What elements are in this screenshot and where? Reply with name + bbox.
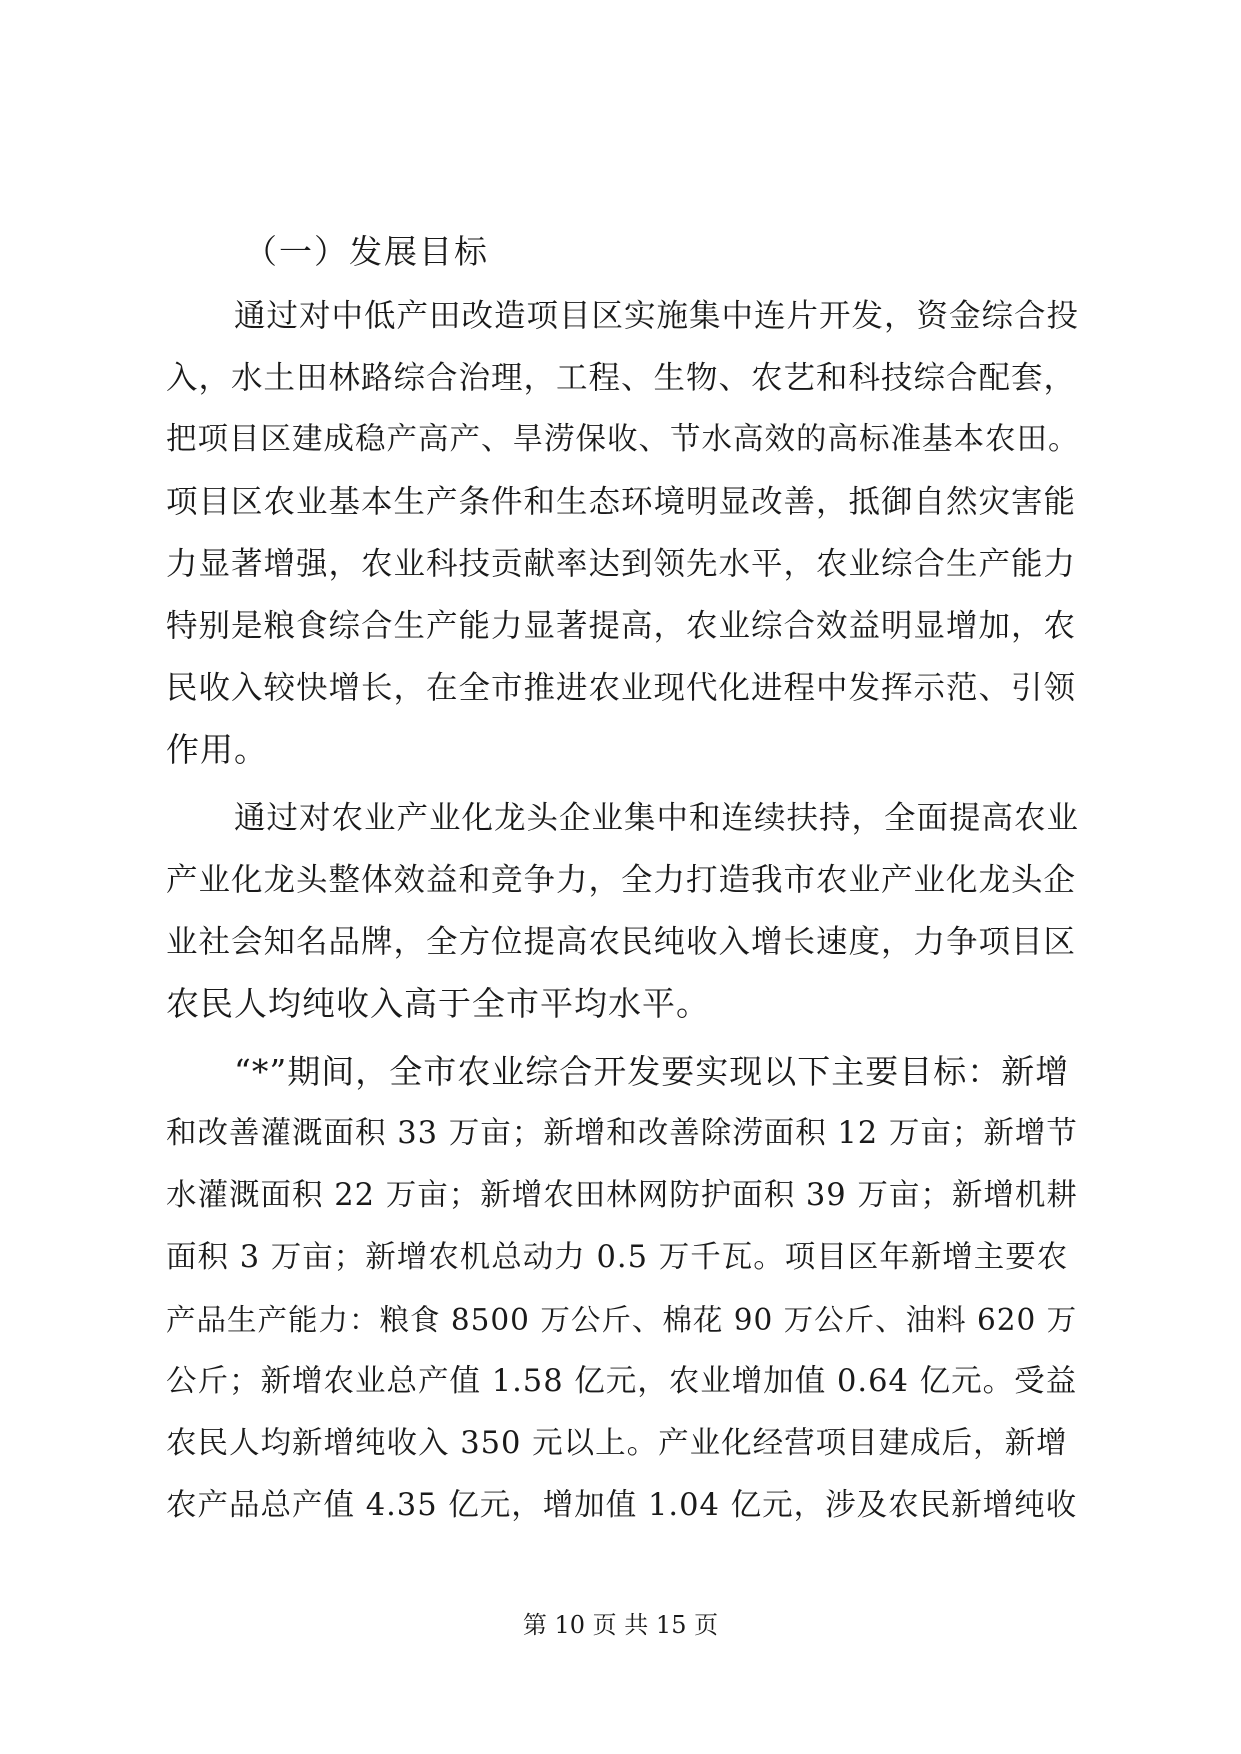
body-line: 农民人均纯收入高于全市平均水平。 — [166, 984, 710, 1023]
body-line: 作用。 — [166, 730, 268, 769]
body-line: 民收入较快增长，在全市推进农业现代化进程中发挥示范、引领 — [166, 670, 1077, 706]
body-line: 通过对中低产田改造项目区实施集中连片开发，资金综合投 — [234, 298, 1080, 334]
body-line: 项目区农业基本生产条件和生态环境明显改善，抵御自然灾害能 — [166, 484, 1077, 520]
body-line: 产品生产能力：粮食 8500 万公斤、棉花 90 万公斤、油料 620 万 — [166, 1303, 1078, 1337]
body-line: 公斤；新增农业总产值 1.58 亿元，农业增加值 0.64 亿元。受益 — [166, 1364, 1078, 1399]
body-line: 产业化龙头整体效益和竞争力，全力打造我市农业产业化龙头企 — [166, 862, 1077, 898]
body-line: 特别是粮食综合生产能力显著提高，农业综合效益明显增加，农 — [166, 608, 1077, 644]
body-line: 力显著增强，农业科技贡献率达到领先水平，农业综合生产能力 — [166, 546, 1077, 582]
body-line: 入，水土田林路综合治理，工程、生物、农艺和科技综合配套， — [166, 360, 1077, 396]
page-number-footer: 第 10 页 共 15 页 — [522, 1611, 719, 1639]
body-line: 面积 3 万亩；新增农机总动力 0.5 万千瓦。项目区年新增主要农 — [166, 1240, 1069, 1275]
section-heading: （一）发展目标 — [244, 232, 489, 271]
body-line: 农产品总产值 4.35 亿元，增加值 1.04 亿元，涉及农民新增纯收 — [166, 1488, 1078, 1523]
body-line: 把项目区建成稳产高产、旱涝保收、节水高效的高标准基本农田。 — [166, 422, 1080, 457]
body-line: 通过对农业产业化龙头企业集中和连续扶持，全面提高农业 — [234, 800, 1080, 836]
body-line: 业社会知名品牌，全方位提高农民纯收入增长速度，力争项目区 — [166, 924, 1077, 960]
body-line: 水灌溉面积 22 万亩；新增农田林网防护面积 39 万亩；新增机耕 — [166, 1178, 1078, 1213]
body-line: 和改善灌溉面积 33 万亩；新增和改善除涝面积 12 万亩；新增节 — [166, 1116, 1078, 1151]
body-line: 农民人均新增纯收入 350 元以上。产业化经营项目建成后，新增 — [166, 1426, 1068, 1461]
body-line: “*”期间，全市农业综合开发要实现以下主要目标：新增 — [234, 1052, 1070, 1091]
